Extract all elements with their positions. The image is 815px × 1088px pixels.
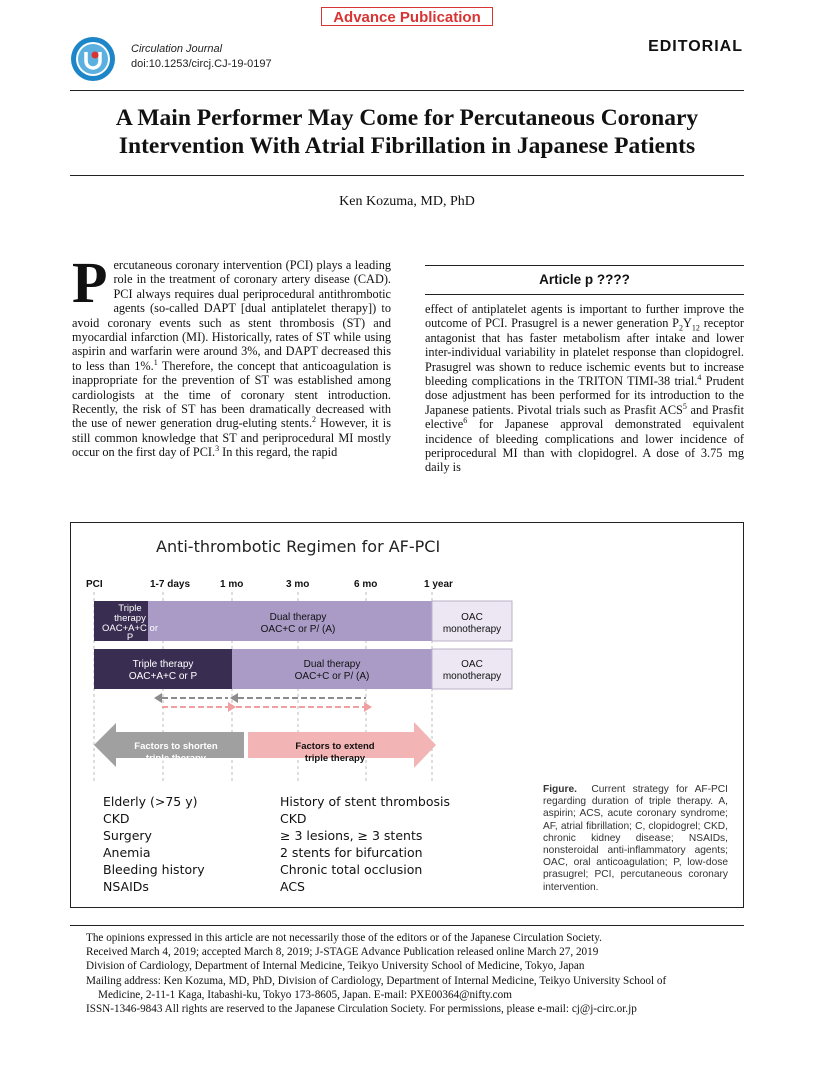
- bar-label: OAC+C or P/ (A): [294, 671, 370, 682]
- footer-received: Received March 4, 2019; accepted March 8, 2019; J-STAGE Advance Publication released online March 27, 2019: [86, 946, 599, 959]
- body-text: Therefore, the concept that anticoagulation is inappropriate for the prevention of ST was established among cardiologists at the time of coronary stent introduction. Recently, the risk of ST has been dramatically decreased with the use of newer generation drug-eluting stents.: [72, 358, 391, 431]
- figure-title: Anti-thrombotic Regimen for AF-PCI: [156, 537, 441, 556]
- shorten-factor: CKD: [103, 811, 130, 826]
- body-text: for Japanese approval demonstrated equivalent incidence of bleeding complications and lower incidence of periprocedural MI than with clopidogrel. A dose of 3.75 mg daily is: [425, 417, 744, 475]
- shorten-factor: Anemia: [103, 845, 151, 860]
- bar-label: monotherapy: [442, 624, 502, 635]
- timeline-label: 6 mo: [354, 579, 378, 590]
- bar-label: P: [126, 632, 134, 643]
- extend-factor: ACS: [280, 879, 305, 894]
- caption-label: Figure.: [543, 784, 577, 795]
- bar-label: Triple therapy: [132, 659, 194, 670]
- body-text: Prudent dose adjustment has been performed for its introduction to the Japanese patients. Pivotal trials such as Prasfit ACS: [425, 374, 745, 417]
- subscript: 12: [691, 323, 700, 333]
- bar-label: Dual therapy: [269, 612, 327, 623]
- body-text: In this regard, the rapid: [219, 445, 338, 460]
- title-line-1: A Main Performer May Come for Percutaneous Coronary: [115, 105, 699, 131]
- body-text: receptor antagonist that has faster metabolism after intake and lower inter-individual variability in platelet response than clopidogrel. Prasugrel was shown to reduce ischemic events but to increase bleeding complications in the TRITON TIMI-38 trial.: [425, 316, 744, 389]
- section-label: EDITORIAL: [648, 38, 743, 55]
- article-title: [70, 104, 744, 160]
- bar-label: Dual therapy: [303, 659, 361, 670]
- citation: 2: [312, 415, 317, 425]
- citation: 3: [215, 444, 220, 454]
- bar-label: therapy: [114, 613, 146, 624]
- timeline-label: 3 mo: [286, 579, 310, 590]
- body-text: Y: [683, 316, 692, 331]
- author: Ken Kozuma, MD, PhD: [339, 194, 475, 209]
- figure-caption: [543, 784, 728, 894]
- extend-factor: 2 stents for bifurcation: [280, 845, 423, 860]
- caption-text: Current strategy for AF-PCI regarding duration of triple therapy. A, aspirin; ACS, acute coronary syndrome; AF, atrial fibrillation; C, clopidogrel; CKD, chronic kidney disease; NSAIDs, nonsteroidal anti-inflammatory agents; OAC, oral anticoagulation; P, low-dose prasugrel; PCI, percutaneous coronary intervention.: [543, 784, 728, 893]
- body-text: ercutaneous coronary intervention (PCI) plays a leading role in the treatment of coronary artery disease (CAD). PCI always requires dual periprocedural antithrombotic agents (so-called DAPT [dual antiplatelet therapy]) to avoid coronary events such as stent thrombosis (ST) and myocardial infarction (MI). Historically, rates of ST while using aspirin and warfarin were around 3%, and DAPT decreased this to less than 1%.: [72, 258, 391, 373]
- bar-label: Triple: [118, 603, 142, 614]
- arrow-head: [230, 693, 238, 703]
- extend-factor: ≥ 3 lesions, ≥ 3 stents: [280, 828, 423, 843]
- timeline-label: PCI: [86, 579, 103, 590]
- timeline-label: 1 mo: [220, 579, 244, 590]
- title-divider: [70, 175, 744, 176]
- footer-affiliation: Division of Cardiology, Department of Internal Medicine, Teikyo University School of Medicine, Tokyo, Japan: [86, 960, 585, 973]
- bar-label: OAC+C or P/ (A): [260, 624, 336, 635]
- arrow-label: triple therapy: [145, 753, 207, 764]
- citation: 4: [697, 372, 702, 382]
- body-text: However, it is still common knowledge that ST and periprocedural MI mostly occur on the first day of PCI.: [72, 416, 391, 460]
- arrow-label: triple therapy: [304, 753, 366, 764]
- body-text: and Prasfit elective: [425, 402, 744, 432]
- subscript: 2: [679, 323, 684, 333]
- header-divider: [70, 90, 744, 91]
- footer-mailing: Mailing address: Ken Kozuma, MD, PhD, Division of Cardiology, Department of Internal Medicine, Teikyo University School of: [86, 974, 667, 987]
- footer-disclaimer: The opinions expressed in this article are not necessarily those of the editors or of the Japanese Circulation Society.: [86, 932, 602, 944]
- extend-factor: CKD: [280, 811, 307, 826]
- arrow-head: [228, 702, 236, 712]
- bar-label: OAC: [461, 612, 483, 623]
- related-article-link[interactable]: Article p ????: [425, 265, 744, 295]
- arrow-label: Factors to extend: [295, 741, 375, 752]
- footer: [86, 931, 746, 1016]
- title-line-2: Intervention With Atrial Fibrillation in Japanese Patients: [118, 133, 696, 159]
- timeline-label: 1 year: [424, 579, 453, 590]
- advance-publication-badge: Advance Publication: [321, 7, 493, 26]
- footer-issn: ISSN-1346-9843 All rights are reserved to the Japanese Circulation Society. For permissions, please e-mail: cj@j-circ.or.jp: [86, 1003, 637, 1016]
- extend-factor: History of stent thrombosis: [280, 794, 450, 809]
- shorten-factor: Elderly (>75 y): [103, 794, 198, 809]
- shorten-factor: Surgery: [103, 828, 152, 843]
- citation: 5: [682, 401, 687, 411]
- footer-divider: [70, 925, 744, 926]
- arrow-label: Factors to shorten: [134, 741, 218, 752]
- citation: 6: [463, 416, 468, 426]
- body-text: effect of antiplatelet agents is important to further improve the outcome of PCI. Prasugrel is a newer generation P: [425, 302, 744, 331]
- footer-mailing-cont: Medicine, 2-11-1 Kaga, Itabashi-ku, Tokyo 173-8605, Japan. E-mail: PXE00364@nifty.com: [98, 988, 512, 1001]
- bar-label: OAC+A+C or P: [128, 671, 198, 682]
- shorten-factor: NSAIDs: [103, 879, 149, 894]
- body-column-right: [425, 302, 744, 475]
- extend-factor: Chronic total occlusion: [280, 862, 423, 877]
- journal-logo: [70, 36, 116, 82]
- bar-label: OAC+A+C or: [102, 623, 158, 634]
- drop-cap: P: [72, 250, 108, 315]
- arrow-head: [364, 702, 372, 712]
- timeline-label: 1-7 days: [150, 579, 191, 590]
- journal-name: Circulation Journal: [131, 43, 223, 55]
- body-column-left: [72, 250, 391, 460]
- arrow-head: [154, 693, 162, 703]
- citation: 1: [153, 357, 158, 367]
- bar-label: OAC: [461, 659, 483, 670]
- shorten-factor: Bleeding history: [103, 862, 205, 877]
- bar-label: monotherapy: [442, 671, 502, 682]
- doi: doi:10.1253/circj.CJ-19-0197: [131, 58, 272, 70]
